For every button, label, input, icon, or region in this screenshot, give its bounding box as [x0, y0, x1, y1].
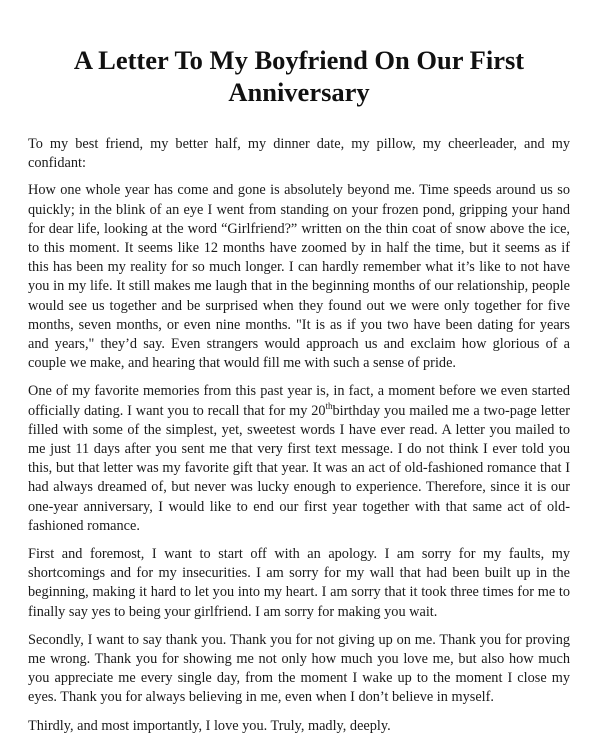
paragraph-2-before: One of my favorite memories from this past year is, in fact, a moment before we even started officially dating. I want you to recall that for my 20: [28, 383, 570, 419]
paragraph-2: [28, 382, 570, 536]
paragraph-5: Thirdly, and most importantly, I love you. Truly, madly, deeply.: [28, 717, 391, 734]
paragraph-2-after: birthday you mailed me a two-page letter filled with some of the simplest, yet, sweetest words I have ever read. A letter you mailed to me just 11 days after you sent me that very first text message. I do not think I ever told you this, but that letter was my favorite gift that year. It was an act of old-fashioned romance that I had always dreamed of, but never was lucky enough to experience. Therefore, since it is our one-year anniversary, I would like to end our first year together with that same act of old-fashioned romance.: [28, 402, 570, 534]
title-line-2: Anniversary: [228, 77, 370, 107]
letter-body: [28, 135, 570, 736]
paragraph-1: How one whole year has come and gone is absolutely beyond me. Time speeds around us so quickly; in the blink of an eye I went from standing on your frozen pond, gripping your hand for dear life, looking at the word “Girlfriend?” written on the thin coat of snow above the ice, to this moment. It seems like 12 months have zoomed by in half the time, but it seems as if this has been my reality for so much longer. I can hardly remember what it’s like to not have you in my life. It still makes me laugh that in the beginning months of our relationship, people would see us together and be surprised when they found out we were only together for five months, seven months, or even nine months. "It is as if you two have been dating for years and years," they’d say. Even strangers would approach us and exclaim how glorious of a couple we make, and hearing that would fill me with such a sense of pride.: [28, 182, 570, 372]
salutation: To my best friend, my better half, my dinner date, my pillow, my cheerleader, and my confidant:: [28, 136, 570, 172]
letter-title: [28, 44, 570, 108]
paragraph-4: Secondly, I want to say thank you. Thank you for not giving up on me. Thank you for proving me wrong. Thank you for showing me not only how much you love me, but also how much you appreciate me every single day, from the moment I wake up to the moment I close my eyes. Thank you for always believing in me, even when I don’t believe in myself.: [28, 631, 570, 706]
ordinal-suffix: th: [325, 400, 333, 411]
title-line-1: A Letter To My Boyfriend On Our First: [73, 45, 525, 75]
paragraph-3: First and foremost, I want to start off with an apology. I am sorry for my faults, my shortcomings and for my insecurities. I am sorry for my wall that had been built up in the beginning, making it hard to let you into my heart. I am sorry that it took three times for me to finally say yes to being your girlfriend. I am sorry for making you wait.: [28, 546, 570, 620]
